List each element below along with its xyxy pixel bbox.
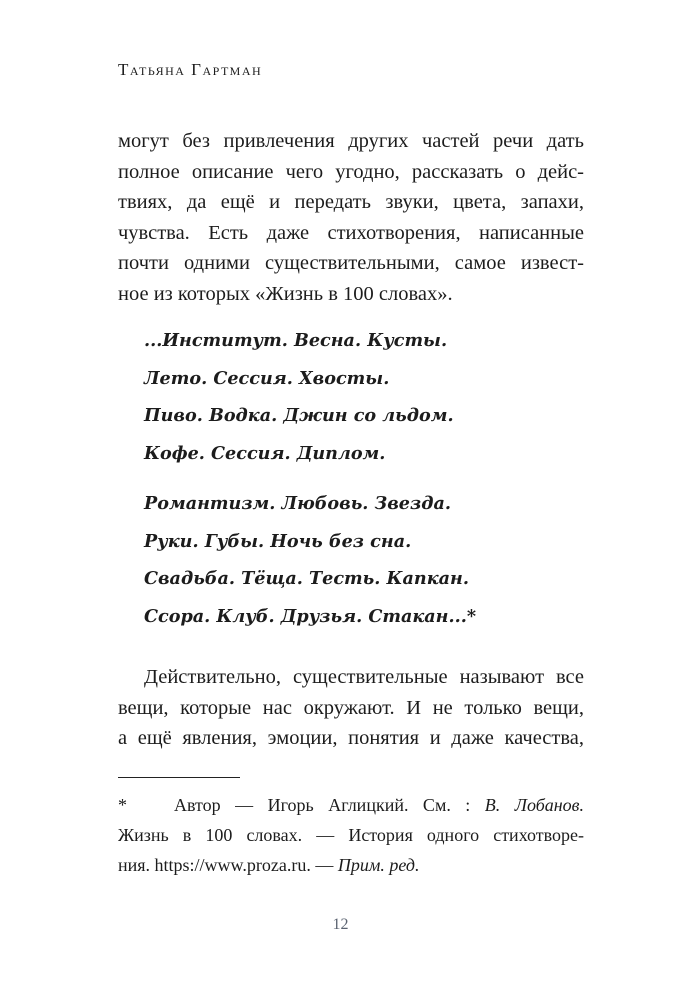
paragraph-2 [118, 662, 584, 754]
footnote-divider [118, 777, 240, 778]
poem-line: Пиво. Водка. Джин со льдом. [144, 405, 454, 426]
paragraph-line: ное из которых «Жизнь в 100 словах». [118, 282, 453, 305]
footnote [118, 790, 584, 880]
paragraph-line: почти одними существительными, самое извест- [118, 252, 584, 274]
paragraph-line: полное описание чего угодно, рассказать о дейс- [118, 160, 584, 183]
poem-line: Романтизм. Любовь. Звезда. [144, 493, 451, 514]
poem-line: Свадьба. Тёща. Тесть. Капкан. [144, 568, 469, 589]
poem-line: Кофе. Сессия. Диплом. [144, 442, 386, 464]
footnote-line: Жизнь в 100 словах. — История одного стихотворе- [118, 825, 584, 845]
poem-line: Лето. Сессия. Хвосты. [144, 367, 390, 389]
footnote-line [118, 790, 584, 820]
footnote-line [118, 850, 584, 880]
paragraph-line: а ещё явления, эмоции, понятия и даже качества, [118, 727, 584, 749]
paragraph-line: вещи, которые нас окружают. И не только вещи, [118, 696, 584, 719]
footnote-mark: * [118, 795, 127, 815]
paragraph-line: могут без привлечения других частей речи дать [118, 130, 584, 152]
footnote-editor-note: Прим. ред. [337, 855, 420, 875]
footnote-text: ния. https://www.proza.ru. — [118, 855, 338, 875]
poem-line: ...Институт. Весна. Кусты. [144, 330, 448, 351]
running-head: Татьяна Гартман [118, 60, 263, 79]
footnote-author-ref: В. Лобанов. [484, 795, 584, 815]
poem-stanza-2 [144, 485, 476, 635]
paragraph-line: чувства. Есть даже стихотворения, написанные [118, 221, 584, 244]
poem-line: Ссора. Клуб. Друзья. Стакан...* [144, 605, 477, 627]
paragraph-1 [118, 126, 584, 309]
page-number: 12 [332, 916, 349, 933]
paragraph-line: твиях, да ещё и передать звуки, цвета, запахи, [118, 191, 584, 213]
paragraph-line: Действительно, существительные называют все [144, 666, 584, 688]
footnote-text: Автор — Игорь Аглицкий. См. : [174, 795, 485, 815]
poem-stanza-1 [144, 322, 454, 472]
poem-line: Руки. Губы. Ночь без сна. [144, 530, 412, 552]
